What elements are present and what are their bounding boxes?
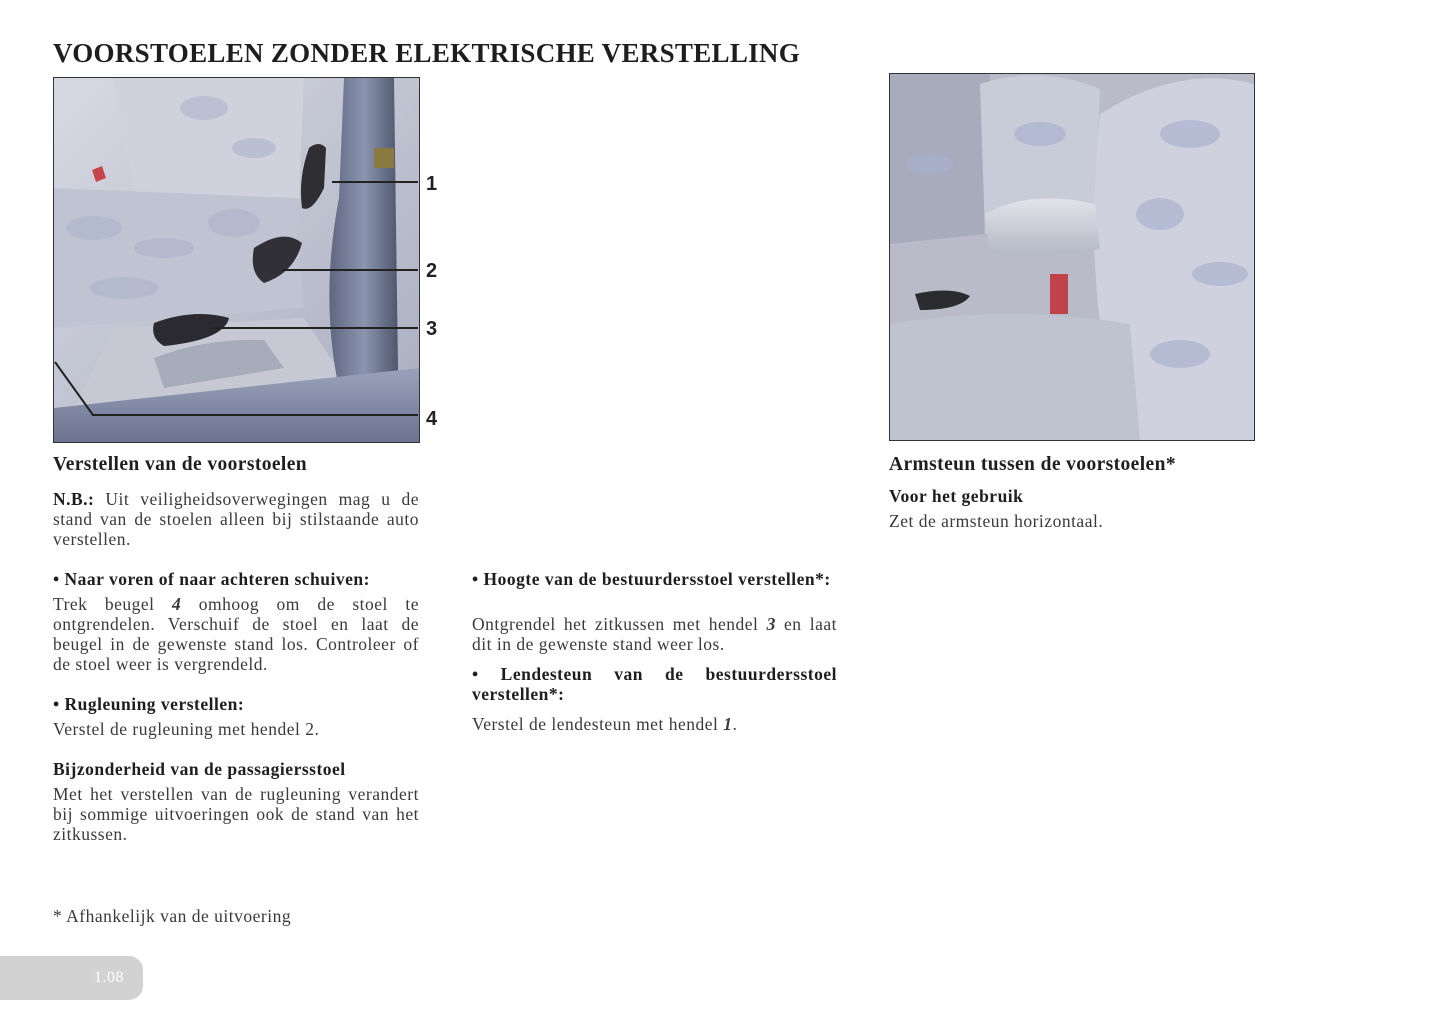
safety-note	[53, 489, 419, 549]
armrest-heading: Armsteun tussen de voorstoelen*	[889, 454, 1177, 475]
callout-number-2: 2	[426, 260, 438, 282]
height-text-part2: en laat dit in de gewenste stand weer los.	[472, 614, 838, 654]
callout-line-4	[92, 414, 418, 416]
callout-line-4-diagonal	[53, 360, 95, 418]
lumbar-text-part1: Verstel de lendesteun met hendel	[472, 714, 724, 734]
slide-text-part1: Trek beugel	[53, 594, 172, 614]
slide-text-part2: omhoog om de stoel te ontgrendelen. Verschuif de stoel en laat de beugel in de gewenste stand los. Controleer of de stoel weer is vergrendeld.	[53, 594, 419, 674]
lumbar-ref: 1	[723, 714, 733, 734]
slide-text	[53, 594, 419, 674]
nb-label: N.B.:	[53, 489, 95, 509]
height-text-part1: Ontgrendel het zitkussen met hendel	[472, 614, 767, 634]
height-heading: • Hoogte van de bestuurdersstoel verstellen*:	[472, 569, 831, 589]
slide-ref: 4	[172, 594, 182, 614]
callout-line-1	[332, 181, 418, 183]
backrest-heading: • Rugleuning verstellen:	[53, 694, 245, 714]
page-number: 1.08	[94, 969, 124, 986]
passenger-text: Met het verstellen van de rugleuning verandert bij sommige uitvoeringen ook de stand van het zitkussen.	[53, 784, 419, 844]
callout-number-3: 3	[426, 318, 438, 340]
page-title: VOORSTOELEN ZONDER ELEKTRISCHE VERSTELLING	[53, 38, 801, 68]
armrest-text: Zet de armsteun horizontaal.	[889, 511, 1104, 531]
passenger-heading: Bijzonderheid van de passagiersstoel	[53, 759, 346, 779]
seat-levers-photo	[53, 77, 420, 443]
height-text	[472, 614, 837, 654]
seat-illustration	[54, 78, 419, 442]
lumbar-text-part2: .	[732, 714, 738, 734]
footnote: * Afhankelijk van de uitvoering	[53, 906, 292, 926]
seat-adjust-heading: Verstellen van de voorstoelen	[53, 454, 308, 475]
height-ref: 3	[766, 614, 776, 634]
backrest-text: Verstel de rugleuning met hendel 2.	[53, 719, 320, 739]
armrest-subheading: Voor het gebruik	[889, 486, 1024, 506]
nb-text: Uit veiligheidsoverwegingen mag u de stand van de stoelen alleen bij stilstaande auto verstellen.	[53, 489, 419, 549]
callout-line-2	[282, 269, 418, 271]
lumbar-heading: • Lendesteun van de bestuurdersstoel verstellen*:	[472, 664, 837, 704]
armrest-photo	[889, 73, 1255, 441]
callout-number-1: 1	[426, 173, 438, 195]
callout-line-3	[212, 327, 418, 329]
armrest-illustration	[890, 74, 1254, 440]
slide-heading: • Naar voren of naar achteren schuiven:	[53, 569, 370, 589]
lumbar-text	[472, 714, 837, 734]
callout-number-4: 4	[426, 408, 438, 430]
